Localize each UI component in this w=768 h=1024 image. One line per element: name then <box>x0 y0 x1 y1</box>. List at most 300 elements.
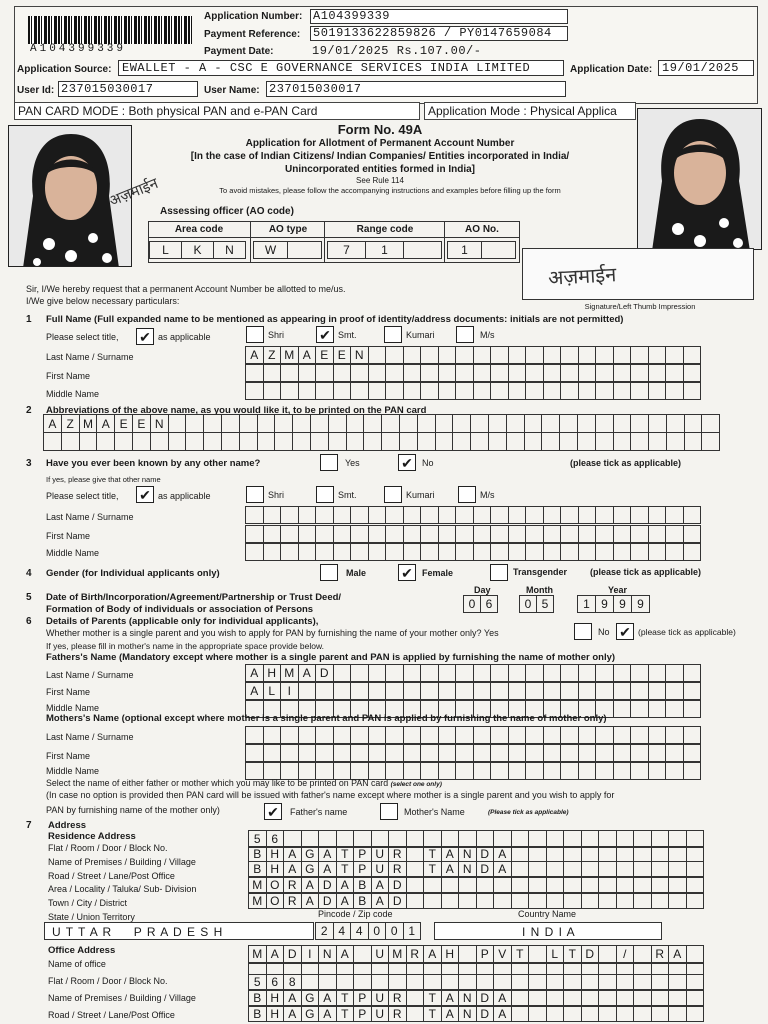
s3-yes-checkbox[interactable] <box>320 454 338 471</box>
char-cell <box>630 364 649 382</box>
s3-first-name-label: First Name <box>46 531 91 541</box>
char-cell <box>528 945 547 963</box>
char-cell <box>683 382 702 400</box>
char-cell: 8 <box>283 974 302 990</box>
char-cell <box>385 664 404 682</box>
char-cell <box>563 846 582 862</box>
s2-abbrev-cells-row1[interactable] <box>44 414 720 433</box>
char-cell: A <box>318 1006 337 1022</box>
char-cell <box>546 1006 565 1022</box>
s6-yes-checkbox[interactable] <box>574 623 592 640</box>
char-cell <box>633 893 652 909</box>
char-cell: / <box>616 945 635 963</box>
char-cell <box>595 346 614 364</box>
char-cell <box>683 744 702 762</box>
char-cell <box>455 682 474 700</box>
char-cell <box>79 432 98 451</box>
char-cell <box>420 744 439 762</box>
s6-mother-first-cells[interactable] <box>246 744 701 762</box>
char-cell <box>648 364 667 382</box>
char-cell: W <box>253 241 288 259</box>
char-cell: E <box>315 346 334 364</box>
char-cell <box>563 974 582 990</box>
char-cell <box>511 1006 530 1022</box>
char-cell <box>581 877 600 893</box>
char-cell: U <box>371 846 390 862</box>
char-cell: R <box>388 846 407 862</box>
char-cell <box>420 346 439 364</box>
s3-ms-checkbox[interactable] <box>458 486 476 503</box>
char-cell: B <box>248 990 267 1006</box>
s1-select-title: Please select title, <box>46 332 119 342</box>
char-cell: H <box>266 861 285 877</box>
char-cell <box>528 877 547 893</box>
s1-ms-checkbox[interactable] <box>456 326 474 343</box>
s5-day-cells[interactable] <box>464 595 498 613</box>
char-cell <box>528 990 547 1006</box>
s1-first-name-cells[interactable] <box>246 364 701 382</box>
s6-father-last-cells[interactable] <box>246 664 701 682</box>
char-cell: 4 <box>333 922 352 940</box>
s3-as-applicable-tick[interactable]: ✔ <box>136 486 154 503</box>
char-cell <box>403 664 422 682</box>
s5-month-cells[interactable] <box>520 595 554 613</box>
s3-ms-label: M/s <box>480 490 495 500</box>
char-cell: 1 <box>365 241 404 259</box>
char-cell: 2 <box>315 922 334 940</box>
char-cell <box>528 861 547 877</box>
s2-abbrev-cells-row2[interactable] <box>44 432 720 451</box>
char-cell <box>560 726 579 744</box>
user-name-label: User Name: <box>204 85 260 96</box>
char-cell <box>616 1006 635 1022</box>
char-cell <box>613 382 632 400</box>
s4-male-checkbox[interactable] <box>320 564 338 581</box>
char-cell <box>630 744 649 762</box>
char-cell <box>683 525 702 543</box>
s4-tick-note: (please tick as applicable) <box>590 567 702 577</box>
char-cell: D <box>388 877 407 893</box>
s7-premises-label: Name of Premises / Building / Village <box>48 857 196 867</box>
char-cell: R <box>651 945 670 963</box>
s7-premises-cells[interactable] <box>249 846 704 862</box>
s4-female-label: Female <box>422 568 454 578</box>
char-cell <box>630 382 649 400</box>
s3-last-name-cells[interactable] <box>246 506 701 524</box>
char-cell: 5 <box>536 595 554 613</box>
intro-line-2: I/We give below necessary particulars: <box>26 296 180 306</box>
char-cell <box>508 364 527 382</box>
char-cell <box>333 682 352 700</box>
s6-select-only: (select one only) <box>390 781 442 788</box>
s6-mother-last-cells[interactable] <box>246 726 701 744</box>
s7-office-road-cells[interactable] <box>249 1006 704 1022</box>
char-cell: N <box>350 346 369 364</box>
char-cell <box>543 682 562 700</box>
char-cell <box>245 364 264 382</box>
char-cell <box>458 893 477 909</box>
char-cell <box>455 543 474 561</box>
s4-female-checkbox[interactable]: ✔ <box>398 564 416 581</box>
char-cell <box>441 893 460 909</box>
char-cell <box>684 414 703 433</box>
char-cell <box>701 432 720 451</box>
payment-date-value: 19/01/2025 Rs.107.00/- <box>312 44 482 58</box>
char-cell <box>333 382 352 400</box>
char-cell: P <box>476 945 495 963</box>
char-cell: T <box>423 990 442 1006</box>
char-cell <box>683 682 702 700</box>
char-cell <box>578 762 597 780</box>
char-cell <box>473 506 492 524</box>
char-cell <box>581 893 600 909</box>
char-cell <box>368 682 387 700</box>
char-cell <box>458 945 477 963</box>
char-cell <box>406 974 425 990</box>
s3-number: 3 <box>26 458 32 469</box>
char-cell <box>598 990 617 1006</box>
char-cell <box>648 506 667 524</box>
char-cell <box>595 543 614 561</box>
char-cell <box>598 861 617 877</box>
char-cell <box>488 432 507 451</box>
char-cell <box>595 762 614 780</box>
char-cell <box>581 846 600 862</box>
char-cell <box>403 241 442 259</box>
char-cell <box>280 382 299 400</box>
char-cell <box>385 346 404 364</box>
char-cell <box>511 974 530 990</box>
char-cell <box>578 506 597 524</box>
char-cell <box>630 700 649 718</box>
char-cell <box>43 432 62 451</box>
ao-code-label: Assessing officer (AO code) <box>160 206 294 217</box>
char-cell <box>668 846 687 862</box>
char-cell <box>560 664 579 682</box>
s1-middle-name-cells[interactable] <box>246 382 701 400</box>
char-cell <box>648 762 667 780</box>
s1-kumari-checkbox[interactable] <box>384 326 402 343</box>
char-cell <box>221 414 240 433</box>
char-cell <box>473 682 492 700</box>
char-cell <box>577 432 596 451</box>
char-cell <box>563 877 582 893</box>
char-cell <box>683 726 702 744</box>
char-cell: A <box>318 861 337 877</box>
char-cell <box>508 525 527 543</box>
char-cell <box>541 414 560 433</box>
char-cell <box>595 664 614 682</box>
char-cell <box>648 382 667 400</box>
applicant-photo-right <box>637 108 762 250</box>
char-cell <box>363 432 382 451</box>
char-cell: U <box>371 990 390 1006</box>
char-cell <box>525 364 544 382</box>
form-instructions: To avoid mistakes, please follow the accompanying instructions and examples before filling up the form <box>219 186 561 195</box>
s6-fathers-name-checkbox[interactable]: ✔ <box>264 803 282 820</box>
s3-smt-label: Smt. <box>338 490 357 500</box>
s3-no-checkbox[interactable]: ✔ <box>398 454 416 471</box>
char-cell <box>406 990 425 1006</box>
s3-smt-checkbox[interactable] <box>316 486 334 503</box>
application-mode: Application Mode : Physical Applica <box>424 102 636 120</box>
char-cell <box>403 744 422 762</box>
s6-no-checkbox[interactable]: ✔ <box>616 623 634 640</box>
char-cell <box>403 543 422 561</box>
char-cell <box>683 506 702 524</box>
char-cell <box>598 846 617 862</box>
char-cell: E <box>333 346 352 364</box>
s7-pincode-cells[interactable] <box>316 922 421 940</box>
char-cell <box>274 414 293 433</box>
char-cell <box>525 346 544 364</box>
s6-no-label: No <box>598 627 610 637</box>
s7-flat-label: Flat / Room / Door / Block No. <box>48 843 168 853</box>
char-cell <box>263 543 282 561</box>
s7-town-label: Town / City / District <box>48 898 128 908</box>
char-cell <box>350 726 369 744</box>
s3-kumari-checkbox[interactable] <box>384 486 402 503</box>
barcode-image <box>28 16 192 44</box>
char-cell <box>406 846 425 862</box>
range-code-label: Range code <box>356 224 414 235</box>
char-cell <box>438 506 457 524</box>
char-cell <box>403 364 422 382</box>
char-cell <box>476 893 495 909</box>
char-cell <box>560 364 579 382</box>
char-cell <box>633 861 652 877</box>
char-cell <box>455 726 474 744</box>
char-cell: U <box>371 861 390 877</box>
char-cell: A <box>318 990 337 1006</box>
char-cell <box>280 506 299 524</box>
char-cell: 1 <box>403 922 422 940</box>
char-cell <box>333 726 352 744</box>
char-cell: R <box>406 945 425 963</box>
char-cell <box>543 744 562 762</box>
char-cell <box>385 382 404 400</box>
char-cell <box>613 664 632 682</box>
char-cell: D <box>581 945 600 963</box>
s4-transgender-checkbox[interactable] <box>490 564 508 581</box>
char-cell <box>385 682 404 700</box>
s6-question: Whether mother is a single parent and you wish to apply for PAN by furnishing the name of your mother only? Yes <box>46 628 499 638</box>
char-cell <box>686 974 705 990</box>
char-cell <box>96 432 115 451</box>
char-cell: U <box>371 945 390 963</box>
char-cell <box>403 346 422 364</box>
char-cell <box>630 414 649 433</box>
char-cell <box>420 664 439 682</box>
char-cell <box>595 364 614 382</box>
char-cell <box>168 432 187 451</box>
s6-mothers-name-checkbox[interactable] <box>380 803 398 820</box>
char-cell <box>473 382 492 400</box>
char-cell <box>506 414 525 433</box>
char-cell <box>595 726 614 744</box>
s5-month-label: Month <box>526 585 553 595</box>
char-cell <box>490 506 509 524</box>
ao-divider-3 <box>444 221 445 263</box>
char-cell: L <box>263 682 282 700</box>
char-cell: D <box>476 1006 495 1022</box>
char-cell <box>630 525 649 543</box>
char-cell <box>473 664 492 682</box>
char-cell <box>490 744 509 762</box>
char-cell <box>543 346 562 364</box>
char-cell <box>168 414 187 433</box>
char-cell <box>438 682 457 700</box>
char-cell <box>280 543 299 561</box>
s3-shri-checkbox[interactable] <box>246 486 264 503</box>
s6-father-title: Fathers's Name (Mandatory except where mother is a single parent and PAN is applied by furnishing the name of mother only) <box>46 652 616 663</box>
s6-father-first-cells[interactable] <box>246 682 701 700</box>
char-cell <box>493 893 512 909</box>
char-cell <box>560 525 579 543</box>
char-cell <box>280 726 299 744</box>
s5-year-cells[interactable] <box>578 595 650 613</box>
s6-father-last-label: Last Name / Surname <box>46 670 134 680</box>
char-cell: A <box>43 414 62 433</box>
char-cell <box>368 726 387 744</box>
char-cell <box>435 432 454 451</box>
char-cell <box>336 974 355 990</box>
s3-as-applicable: as applicable <box>158 491 211 501</box>
s7-town-cells[interactable] <box>249 893 704 909</box>
s7-area-label: Area / Locality / Taluka/ Sub- Division <box>48 884 197 894</box>
char-cell: G <box>301 861 320 877</box>
char-cell <box>525 762 544 780</box>
char-cell <box>598 893 617 909</box>
payment-reference-label: Payment Reference: <box>204 29 301 40</box>
char-cell: B <box>353 877 372 893</box>
s6-father-first-label: First Name <box>46 687 91 697</box>
s7-office-flat-cells[interactable] <box>249 974 704 990</box>
char-cell <box>406 1006 425 1022</box>
char-cell <box>616 861 635 877</box>
char-cell <box>315 543 334 561</box>
s7-office-premises-cells[interactable] <box>249 990 704 1006</box>
barcode-text: A104399339 <box>30 43 127 55</box>
char-cell <box>423 893 442 909</box>
char-cell: Z <box>263 346 282 364</box>
char-cell <box>524 432 543 451</box>
char-cell: O <box>266 877 285 893</box>
char-cell <box>508 543 527 561</box>
char-cell <box>578 382 597 400</box>
char-cell <box>683 664 702 682</box>
char-cell <box>633 846 652 862</box>
intro-line-1: Sir, I/We hereby request that a permanent Account Number be allotted to me/us. <box>26 284 346 294</box>
char-cell <box>315 744 334 762</box>
char-cell <box>683 346 702 364</box>
char-cell <box>651 861 670 877</box>
char-cell <box>668 990 687 1006</box>
char-cell <box>185 432 204 451</box>
char-cell: B <box>248 861 267 877</box>
char-cell <box>350 664 369 682</box>
char-cell <box>630 346 649 364</box>
char-cell <box>203 432 222 451</box>
char-cell <box>473 762 492 780</box>
char-cell: D <box>476 990 495 1006</box>
char-cell: A <box>493 846 512 862</box>
char-cell <box>350 682 369 700</box>
char-cell: A <box>371 877 390 893</box>
char-cell: T <box>423 1006 442 1022</box>
char-cell: H <box>266 1006 285 1022</box>
s3-last-name-label: Last Name / Surname <box>46 512 134 522</box>
char-cell <box>630 432 649 451</box>
char-cell: 5 <box>248 830 267 848</box>
char-cell <box>298 682 317 700</box>
char-cell <box>455 762 474 780</box>
char-cell <box>665 700 684 718</box>
s7-road-cells[interactable] <box>249 861 704 877</box>
user-name-value: 237015030017 <box>266 81 566 97</box>
s3-middle-name-cells[interactable] <box>246 543 701 561</box>
char-cell <box>473 364 492 382</box>
s7-road-label: Road / Street / Lane/Post Office <box>48 871 175 881</box>
char-cell <box>630 664 649 682</box>
char-cell: L <box>546 945 565 963</box>
s1-shri-checkbox[interactable] <box>246 326 264 343</box>
char-cell <box>528 1006 547 1022</box>
s5-number: 5 <box>26 592 32 603</box>
pan-card-mode: PAN CARD MODE : Both physical PAN and e-PAN Card <box>14 102 420 120</box>
s6-mother-last-label: Last Name / Surname <box>46 732 134 742</box>
application-source-label: Application Source: <box>17 64 112 75</box>
char-cell <box>221 432 240 451</box>
char-cell <box>473 726 492 744</box>
s3-first-name-cells[interactable] <box>246 525 701 543</box>
char-cell <box>368 744 387 762</box>
char-cell <box>563 861 582 877</box>
char-cell <box>420 726 439 744</box>
char-cell: A <box>245 346 264 364</box>
char-cell <box>292 432 311 451</box>
char-cell: O <box>266 893 285 909</box>
char-cell <box>598 1006 617 1022</box>
char-cell: M <box>280 346 299 364</box>
char-cell <box>438 744 457 762</box>
s1-last-name-cells[interactable] <box>246 346 701 364</box>
char-cell <box>239 414 258 433</box>
char-cell <box>613 682 632 700</box>
char-cell: N <box>458 990 477 1006</box>
char-cell <box>616 893 635 909</box>
s1-kumari-label: Kumari <box>406 330 435 340</box>
char-cell <box>403 506 422 524</box>
char-cell: 1 <box>577 595 596 613</box>
char-cell: A <box>298 664 317 682</box>
char-cell <box>490 682 509 700</box>
char-cell: 0 <box>463 595 481 613</box>
char-cell: R <box>388 1006 407 1022</box>
s7-number: 7 <box>26 820 32 831</box>
char-cell: V <box>493 945 512 963</box>
s7-office-name-cells[interactable] <box>249 945 704 963</box>
s1-smt-checkbox[interactable]: ✔ <box>316 326 334 343</box>
s1-as-applicable-tick[interactable]: ✔ <box>136 328 154 345</box>
char-cell <box>577 414 596 433</box>
char-cell <box>546 893 565 909</box>
s4-title: Gender (for Individual applicants only) <box>46 568 220 579</box>
char-cell <box>525 506 544 524</box>
s1-ms-label: M/s <box>480 330 495 340</box>
char-cell <box>648 726 667 744</box>
s7-area-cells[interactable] <box>249 877 704 893</box>
